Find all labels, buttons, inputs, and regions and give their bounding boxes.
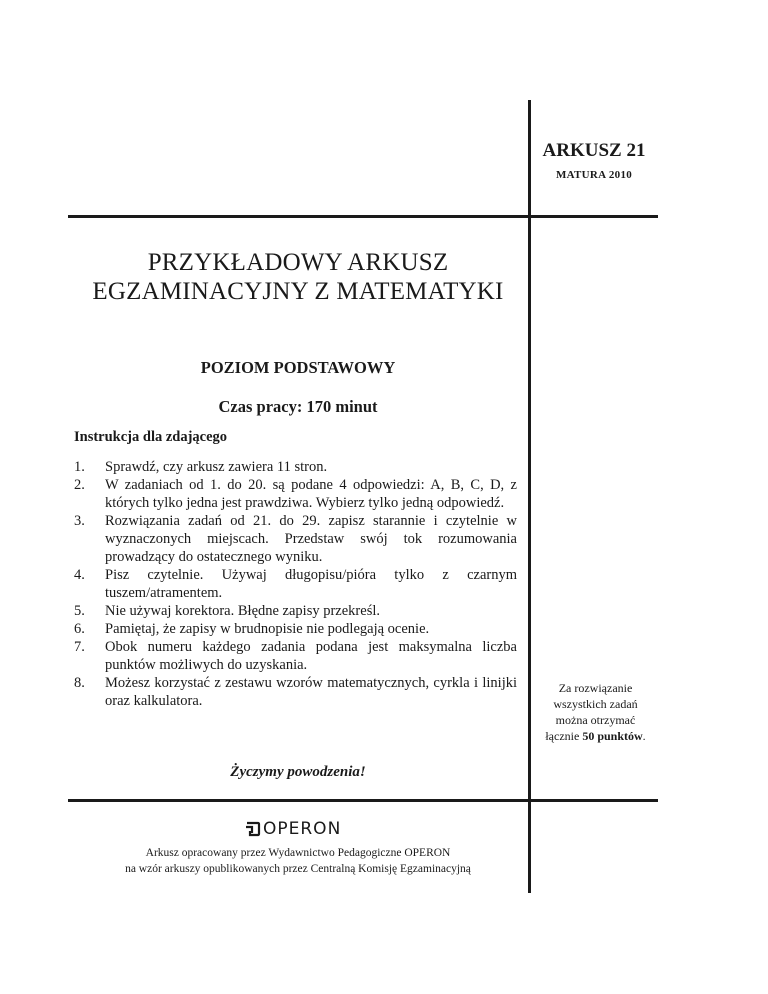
instruction-text: Sprawdź, czy arkusz zawiera 11 stron. <box>105 459 328 475</box>
vertical-divider <box>528 100 531 893</box>
instruction-item <box>74 566 517 602</box>
instruction-text: Rozwiązania zadań od 21. do 29. zapisz starannie i czytelnie w wyznaczonych miejscach. Przedstaw swój tok rozumowania prowadzący do ostatecznego wyniku. <box>105 513 517 565</box>
instruction-number: 4. <box>74 567 85 583</box>
instruction-number: 8. <box>74 675 85 691</box>
top-horizontal-divider <box>68 215 658 218</box>
exam-level: POZIOM PODSTAWOWY <box>200 358 396 377</box>
points-note-line: Za rozwiązanie <box>558 681 633 695</box>
points-note-prefix: łącznie <box>545 729 583 743</box>
instruction-text: Pamiętaj, że zapisy w brudnopisie nie podlegają ocenie. <box>105 621 430 637</box>
instruction-item <box>74 512 517 566</box>
sheet-title: ARKUSZ 21 <box>542 140 646 161</box>
operon-logo <box>245 818 341 840</box>
points-total: 50 punktów <box>582 729 643 743</box>
points-note-line: wszystkich zadań <box>553 697 638 711</box>
publisher-credits <box>68 845 528 877</box>
credits-line-2: na wzór arkuszy opublikowanych przez Centralną Komisję Egzaminacyjną <box>125 863 471 875</box>
exam-title-line-1: PRZYKŁADOWY ARKUSZ <box>147 249 449 276</box>
instruction-text: Nie używaj korektora. Błędne zapisy przekreśl. <box>105 603 380 619</box>
exam-title-line-2: EGZAMINACYJNY Z MATEMATYKI <box>92 278 504 305</box>
instruction-number: 5. <box>74 603 85 619</box>
points-note-line <box>532 728 659 744</box>
instruction-item <box>74 638 517 674</box>
operon-logo-icon <box>245 821 261 837</box>
total-points-note <box>532 680 659 744</box>
instruction-number: 6. <box>74 621 85 637</box>
good-luck-wish: Życzymy powodzenia! <box>230 764 366 780</box>
instructions-heading: Instrukcja dla zdającego <box>74 429 228 445</box>
instruction-text: Możesz korzystać z zestawu wzorów matematycznych, cyrkla i linijki oraz kalkulatora. <box>105 675 517 709</box>
instruction-number: 7. <box>74 639 85 655</box>
instruction-number: 2. <box>74 477 85 493</box>
credits-line-1: Arkusz opracowany przez Wydawnictwo Pedagogiczne OPERON <box>145 847 451 859</box>
exam-time: Czas pracy: 170 minut <box>218 397 378 416</box>
instruction-item <box>74 476 517 512</box>
instruction-item <box>74 458 517 476</box>
bottom-horizontal-divider <box>68 799 658 802</box>
points-note-line: można otrzymać <box>555 713 636 727</box>
instruction-number: 3. <box>74 513 85 529</box>
instruction-item <box>74 602 517 620</box>
sheet-subtitle: MATURA 2010 <box>555 169 633 181</box>
points-note-suffix: . <box>642 729 646 743</box>
exam-title <box>68 248 528 306</box>
operon-logo-text: OPERON <box>263 819 342 839</box>
instruction-item <box>74 620 517 638</box>
instructions-list <box>74 458 517 710</box>
instruction-text: W zadaniach od 1. do 20. są podane 4 odpowiedzi: A, B, C, D, z których tylko jedna jest prawdziwa. Wybierz tylko jedną odpowiedź. <box>105 477 517 511</box>
instruction-text: Pisz czytelnie. Używaj długopisu/pióra tylko z czarnym tuszem/atramentem. <box>105 567 517 601</box>
instruction-text: Obok numeru każdego zadania podana jest maksymalna liczba punktów możliwych do uzyskania. <box>105 639 517 673</box>
instruction-item <box>74 674 517 710</box>
instruction-number: 1. <box>74 459 85 475</box>
